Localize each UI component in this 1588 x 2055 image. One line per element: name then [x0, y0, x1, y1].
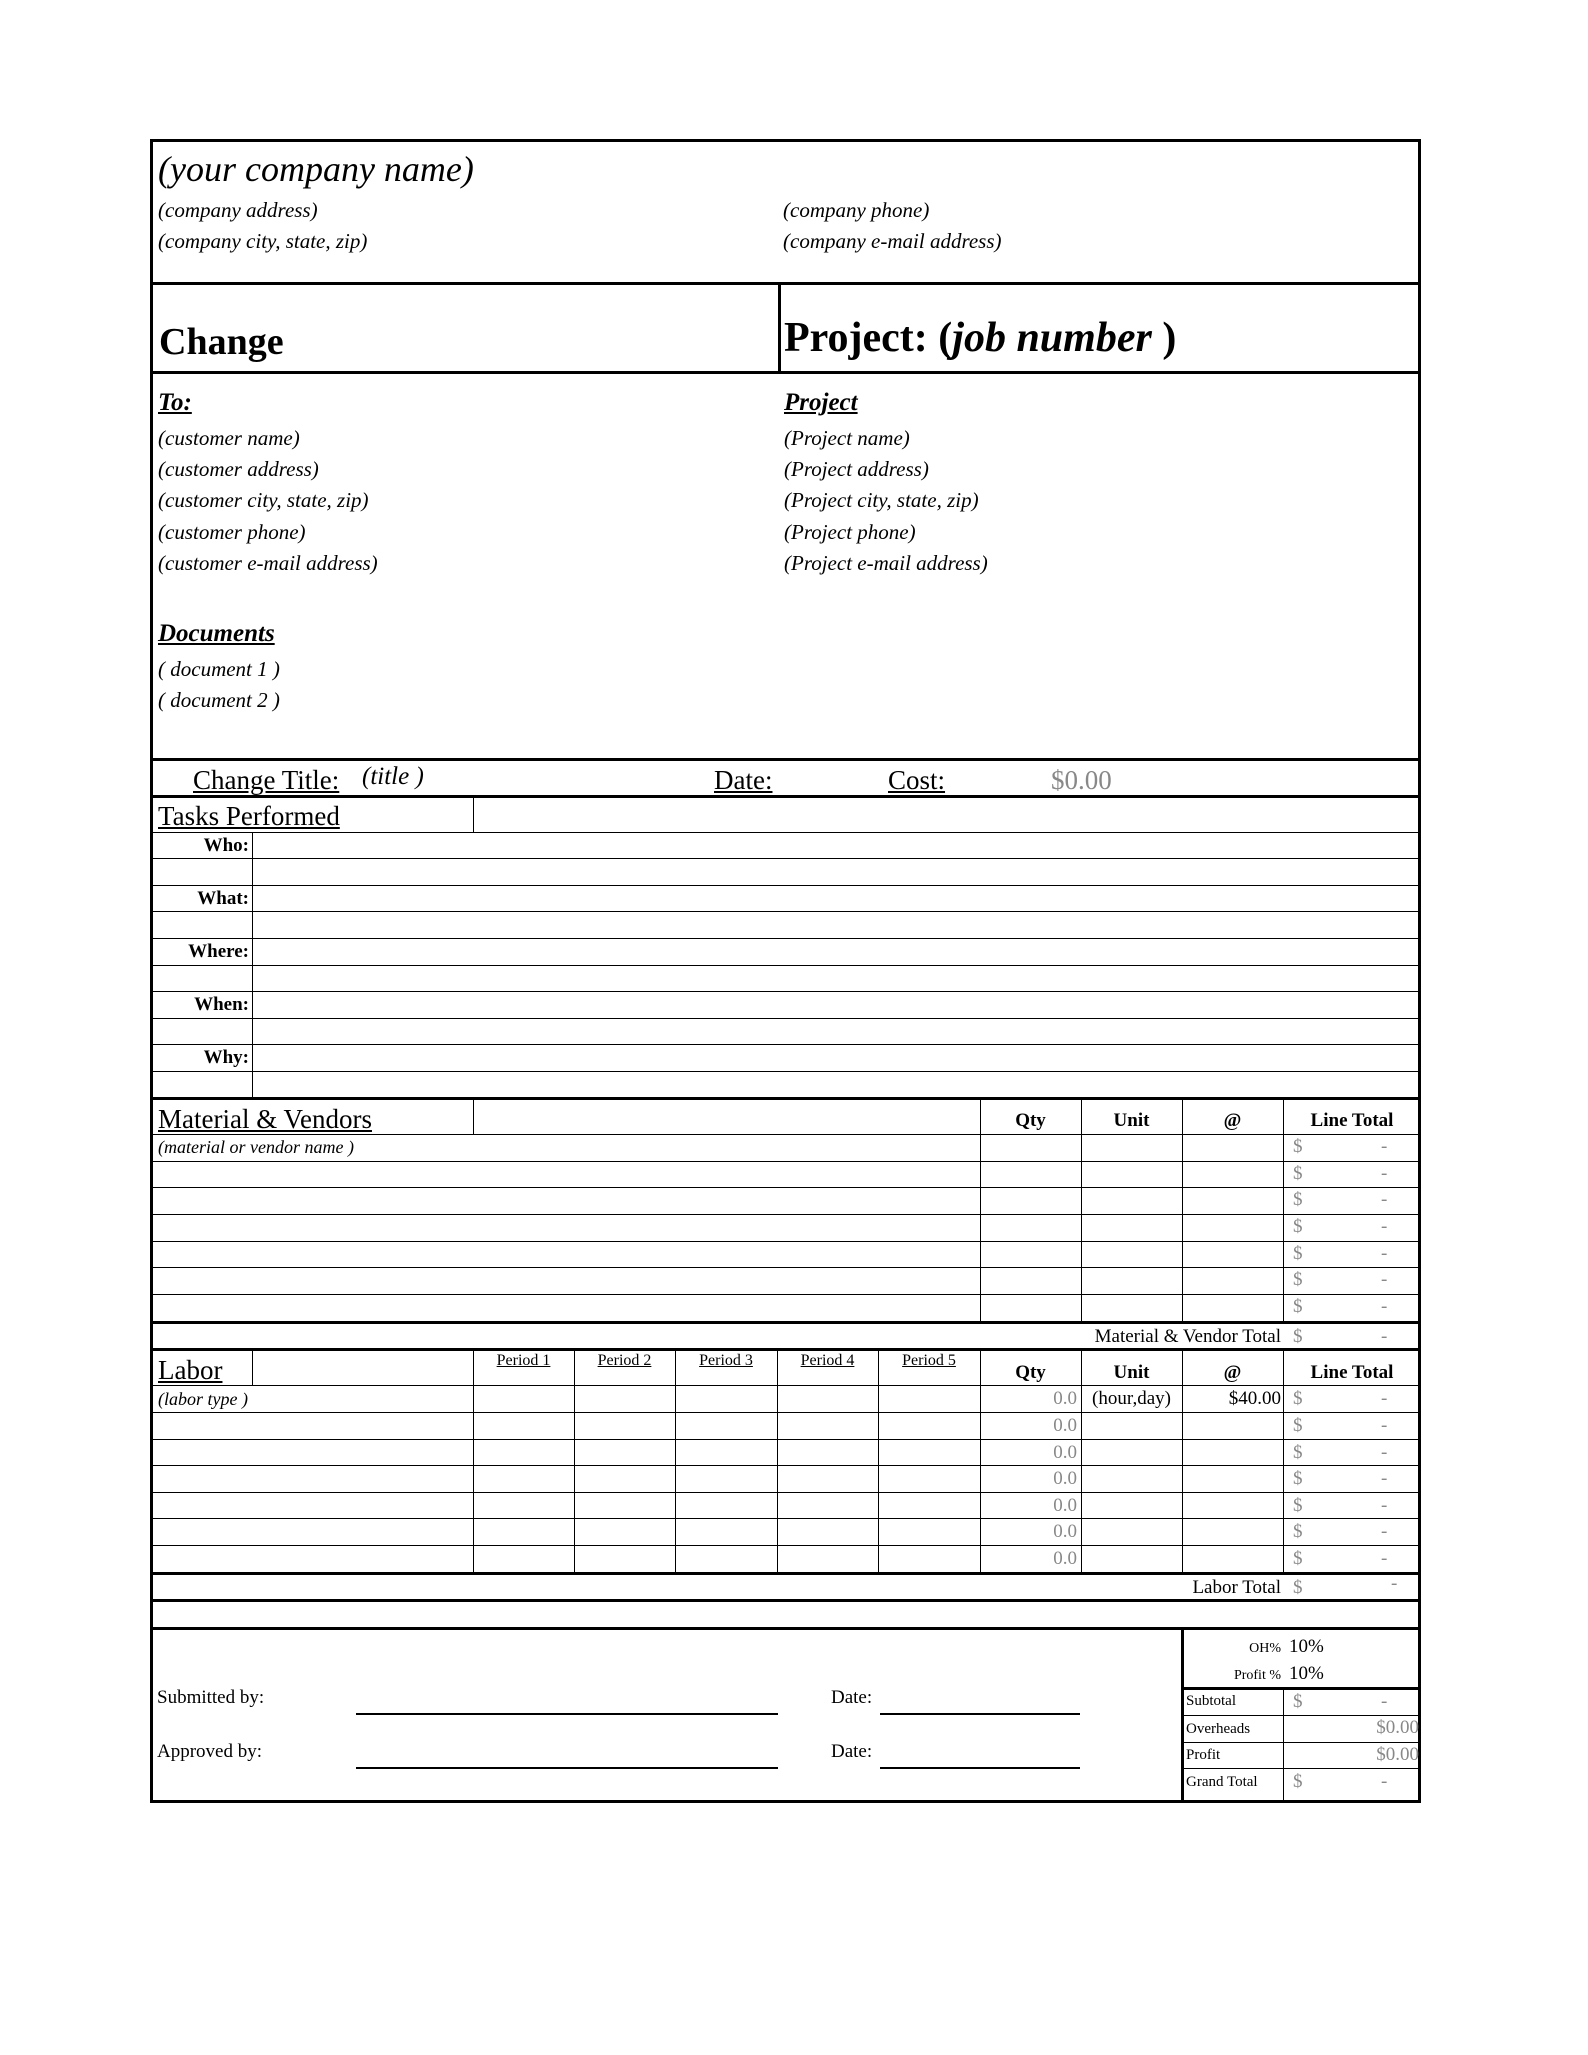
- grand-total-value: -: [1381, 1771, 1388, 1792]
- labor-row-type[interactable]: (labor type ): [158, 1389, 248, 1409]
- change-title-value[interactable]: (title ): [362, 763, 424, 790]
- material-total-label: Material & Vendor Total: [1094, 1326, 1281, 1347]
- subtotal-label: Subtotal: [1186, 1693, 1237, 1709]
- labor-total-dollar: $: [1293, 1577, 1303, 1598]
- labor-period-4: Period 4: [800, 1352, 855, 1369]
- customer-phone[interactable]: (customer phone): [158, 520, 306, 544]
- material-line-total-dollar: $: [1293, 1296, 1303, 1317]
- change-cost-value: $0.00: [1051, 765, 1112, 795]
- labor-line-qty[interactable]: 0.0: [1053, 1442, 1077, 1463]
- labor-line-total-dollar: $: [1293, 1495, 1303, 1516]
- project-address[interactable]: (Project address): [784, 457, 929, 481]
- materials-col-unit: Unit: [1113, 1110, 1150, 1131]
- to-heading: To:: [158, 389, 192, 416]
- material-line-total-dollar: $: [1293, 1216, 1303, 1237]
- tasks-heading: Tasks Performed: [158, 801, 340, 831]
- labor-line-total-value: -: [1381, 1548, 1388, 1569]
- labor-line-total-dollar: $: [1293, 1388, 1303, 1409]
- company-email[interactable]: (company e-mail address): [783, 229, 1002, 253]
- divider: [153, 1599, 1418, 1602]
- labor-col-qty: Qty: [1015, 1362, 1046, 1383]
- task-label-what: What:: [197, 888, 249, 909]
- labor-line-total-value: -: [1381, 1495, 1388, 1516]
- material-line-total-dollar: $: [1293, 1163, 1303, 1184]
- customer-city[interactable]: (customer city, state, zip): [158, 488, 369, 512]
- labor-line-qty[interactable]: 0.0: [1053, 1521, 1077, 1542]
- approved-by-label: Approved by:: [157, 1741, 263, 1762]
- job-number[interactable]: job number: [952, 315, 1152, 361]
- grand-total-dollar: $: [1293, 1771, 1303, 1792]
- labor-line-total-dollar: $: [1293, 1442, 1303, 1463]
- labor-line-total-value: -: [1381, 1521, 1388, 1542]
- document-item[interactable]: ( document 1 ): [158, 657, 280, 681]
- material-line-total-dollar: $: [1293, 1189, 1303, 1210]
- task-label-when: When:: [194, 994, 249, 1015]
- document-item[interactable]: ( document 2 ): [158, 688, 280, 712]
- labor-period-1: Period 1: [496, 1352, 551, 1369]
- labor-line-total-dollar: $: [1293, 1415, 1303, 1436]
- divider: [153, 1348, 1418, 1351]
- overheads-value: $0.00: [1376, 1717, 1419, 1738]
- company-phone[interactable]: (company phone): [783, 198, 930, 222]
- subtotal-value: -: [1381, 1691, 1388, 1712]
- labor-line-total-dollar: $: [1293, 1468, 1303, 1489]
- project-prefix: Project: (: [784, 315, 953, 361]
- approved-date-line[interactable]: [880, 1767, 1080, 1769]
- change-date-label: Date:: [714, 765, 773, 795]
- oh-label: OH%: [1249, 1641, 1281, 1656]
- labor-period-5: Period 5: [902, 1352, 956, 1369]
- profit-pct-value[interactable]: 10%: [1289, 1663, 1324, 1684]
- project-suffix: ): [1151, 315, 1177, 361]
- profit-value: $0.00: [1376, 1744, 1419, 1765]
- company-address[interactable]: (company address): [158, 198, 318, 222]
- subtotal-dollar: $: [1293, 1691, 1303, 1712]
- customer-name[interactable]: (customer name): [158, 426, 300, 450]
- company-name[interactable]: (your company name): [158, 149, 474, 189]
- labor-total-label: Labor Total: [1192, 1577, 1281, 1598]
- material-line-total-value: -: [1381, 1163, 1388, 1184]
- labor-line-qty[interactable]: 0.0: [1053, 1388, 1077, 1409]
- submitted-date-label: Date:: [831, 1687, 873, 1708]
- page-title: Change: [159, 321, 284, 363]
- divider: [153, 758, 1418, 761]
- task-label-who: Who:: [203, 835, 249, 856]
- oh-value[interactable]: 10%: [1289, 1636, 1324, 1657]
- divider: [153, 371, 1418, 374]
- material-row-name[interactable]: (material or vendor name ): [158, 1137, 354, 1157]
- labor-line-total-value: -: [1381, 1388, 1388, 1409]
- customer-email[interactable]: (customer e-mail address): [158, 551, 378, 575]
- overheads-label: Overheads: [1186, 1721, 1251, 1737]
- material-line-total-value: -: [1381, 1269, 1388, 1290]
- labor-row-unit[interactable]: (hour,day): [1092, 1388, 1171, 1409]
- divider: [153, 832, 1418, 833]
- change-order-form: [150, 139, 1421, 1803]
- labor-col-at: @: [1223, 1362, 1242, 1383]
- project-heading: Project: [784, 389, 858, 416]
- labor-line-total-value: -: [1381, 1442, 1388, 1463]
- labor-line-total-dollar: $: [1293, 1548, 1303, 1569]
- labor-line-qty[interactable]: 0.0: [1053, 1548, 1077, 1569]
- material-total-value: -: [1381, 1326, 1388, 1347]
- approved-by-line[interactable]: [356, 1767, 778, 1769]
- submitted-by-line[interactable]: [356, 1713, 778, 1715]
- material-line-total-value: -: [1381, 1136, 1388, 1157]
- labor-period-2: Period 2: [597, 1352, 652, 1369]
- material-line-total-value: -: [1381, 1189, 1388, 1210]
- documents-heading: Documents: [158, 620, 275, 647]
- submitted-date-line[interactable]: [880, 1713, 1080, 1715]
- labor-line-qty[interactable]: 0.0: [1053, 1415, 1077, 1436]
- divider: [473, 795, 474, 832]
- material-line-total-dollar: $: [1293, 1136, 1303, 1157]
- task-label-why: Why:: [203, 1047, 249, 1068]
- labor-total-value: -: [1391, 1573, 1398, 1594]
- labor-line-qty[interactable]: 0.0: [1053, 1468, 1077, 1489]
- approved-date-label: Date:: [831, 1741, 873, 1762]
- materials-col-total: Line Total: [1310, 1110, 1394, 1131]
- material-total-dollar: $: [1293, 1326, 1303, 1347]
- project-phone[interactable]: (Project phone): [784, 520, 916, 544]
- profit-pct-label: Profit %: [1233, 1668, 1281, 1683]
- task-label-where: Where:: [188, 941, 249, 962]
- project-job-heading: [784, 314, 1176, 362]
- divider: [153, 1627, 1418, 1630]
- submitted-by-label: Submitted by:: [157, 1687, 265, 1708]
- labor-col-total: Line Total: [1310, 1362, 1394, 1383]
- materials-col-at: @: [1223, 1110, 1242, 1131]
- grand-total-label: Grand Total: [1186, 1774, 1258, 1790]
- labor-line-total-dollar: $: [1293, 1521, 1303, 1542]
- materials-heading: Material & Vendors: [158, 1104, 372, 1134]
- labor-heading: Labor: [158, 1355, 223, 1385]
- labor-col-unit: Unit: [1113, 1362, 1150, 1383]
- labor-line-total-value: -: [1381, 1415, 1388, 1436]
- materials-col-qty: Qty: [1015, 1110, 1046, 1131]
- material-line-total-value: -: [1381, 1243, 1388, 1264]
- divider: [778, 282, 781, 372]
- material-line-total-value: -: [1381, 1216, 1388, 1237]
- material-line-total-value: -: [1381, 1296, 1388, 1317]
- company-city[interactable]: (company city, state, zip): [158, 229, 368, 253]
- change-cost-label: Cost:: [888, 765, 946, 795]
- profit-label: Profit: [1186, 1747, 1221, 1763]
- material-line-total-dollar: $: [1293, 1243, 1303, 1264]
- change-title-label: Change Title:: [193, 765, 340, 795]
- labor-row-rate[interactable]: $40.00: [1228, 1388, 1281, 1409]
- divider: [153, 282, 1418, 285]
- labor-period-3: Period 3: [699, 1352, 753, 1369]
- material-line-total-dollar: $: [1293, 1269, 1303, 1290]
- customer-address[interactable]: (customer address): [158, 457, 319, 481]
- divider: [153, 1097, 1418, 1100]
- project-email[interactable]: (Project e-mail address): [784, 551, 988, 575]
- divider: [153, 795, 1418, 798]
- project-name[interactable]: (Project name): [784, 426, 910, 450]
- labor-line-qty[interactable]: 0.0: [1053, 1495, 1077, 1516]
- project-city[interactable]: (Project city, state, zip): [784, 488, 979, 512]
- labor-line-total-value: -: [1381, 1468, 1388, 1489]
